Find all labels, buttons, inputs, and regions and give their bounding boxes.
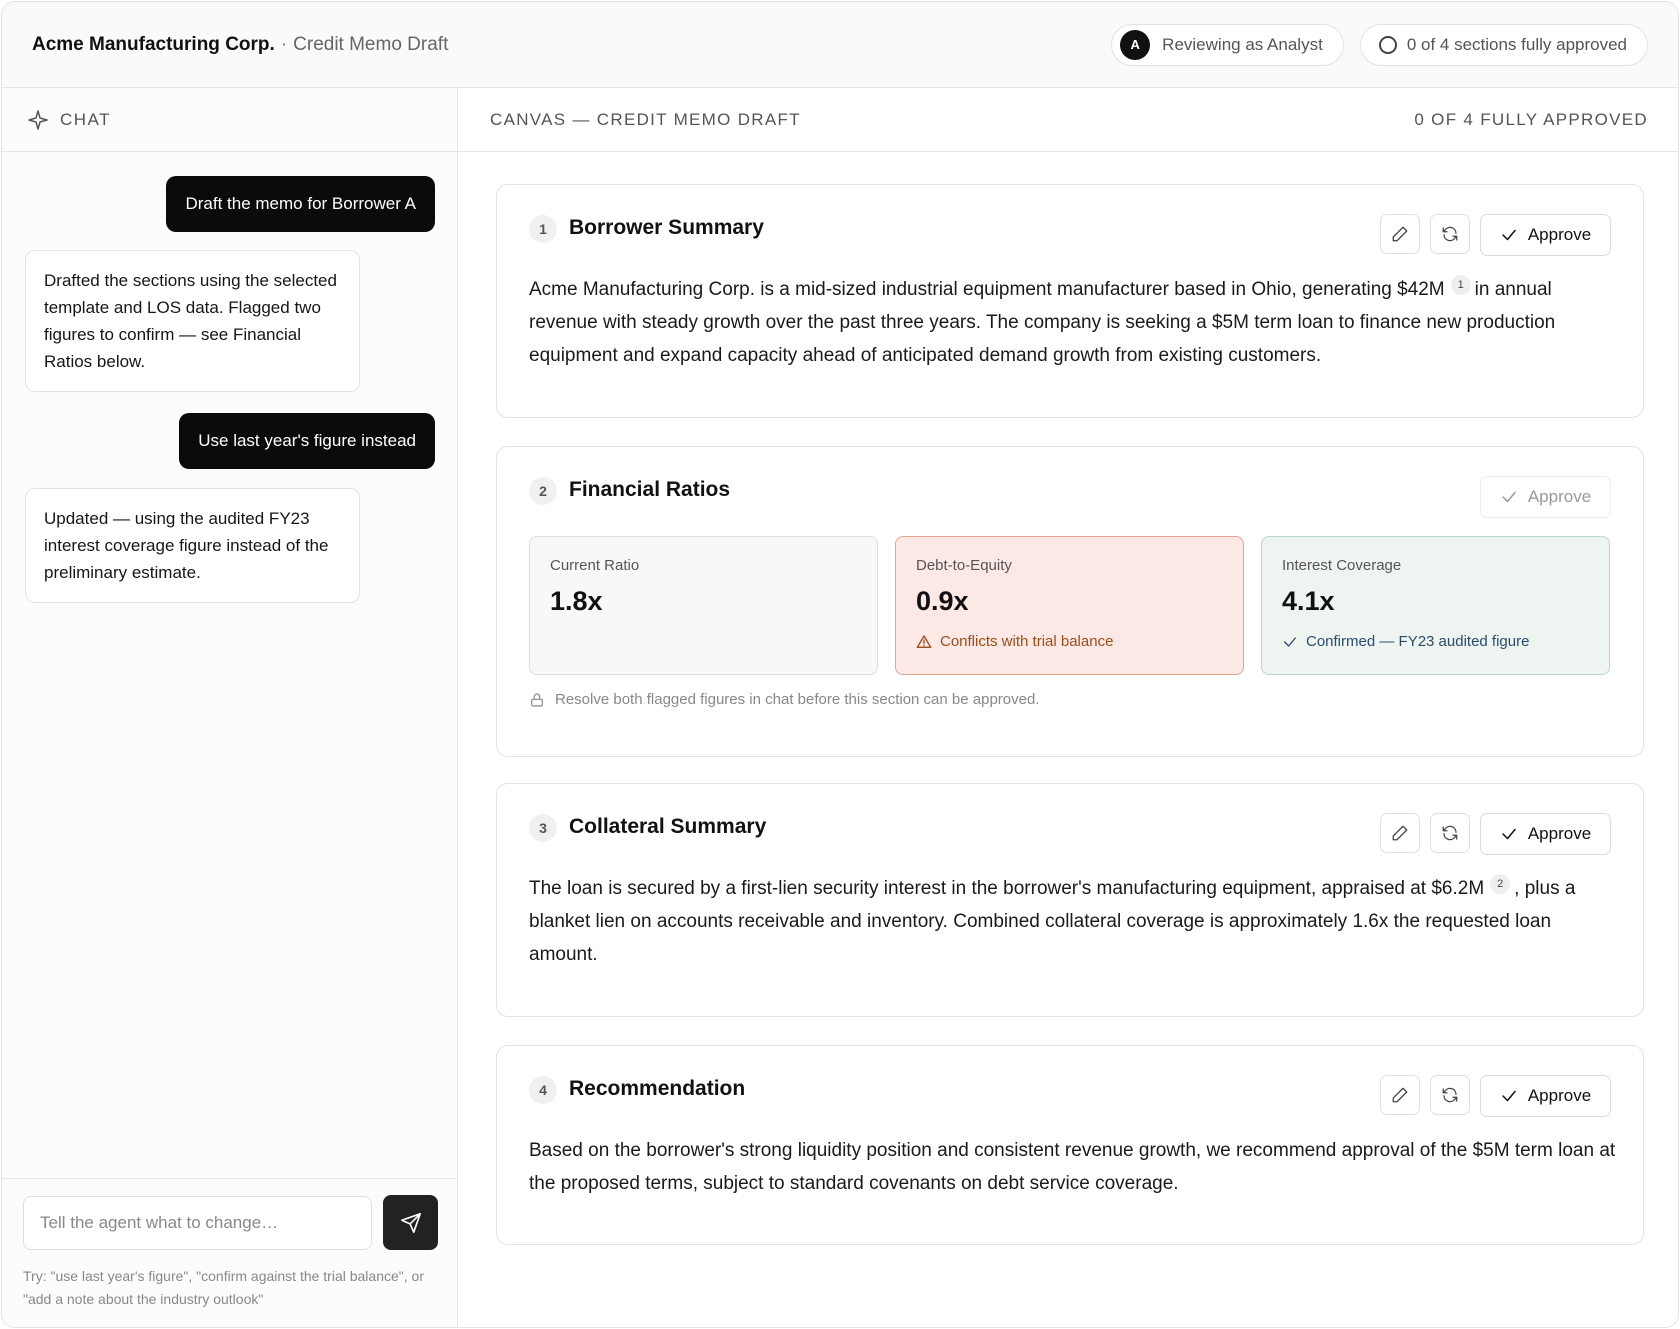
check-icon	[1500, 825, 1518, 843]
document-title: Credit Memo Draft	[293, 33, 449, 55]
canvas-panel	[458, 88, 1679, 1328]
metric-confirmation	[1282, 633, 1589, 650]
metric-value: 1.8x	[550, 586, 603, 616]
section-actions	[1380, 214, 1611, 256]
refresh-icon	[1441, 824, 1459, 842]
section-number: 3	[529, 814, 557, 842]
sparkle-icon	[28, 110, 48, 130]
section-number: 1	[529, 215, 557, 243]
edit-button[interactable]	[1380, 214, 1420, 254]
section-number: 2	[529, 477, 557, 505]
approve-button[interactable]	[1480, 813, 1611, 855]
section-body	[529, 273, 1619, 372]
chat-input[interactable]	[23, 1196, 372, 1250]
approve-button[interactable]	[1480, 214, 1611, 256]
section-title: Recommendation	[569, 1077, 746, 1100]
edit-button[interactable]	[1380, 813, 1420, 853]
agent-message: Updated — using the audited FY23 interest coverage figure instead of the preliminary estimate.	[25, 488, 360, 603]
canvas-header	[458, 88, 1679, 152]
approve-label: Approve	[1527, 1086, 1592, 1105]
regenerate-button[interactable]	[1430, 813, 1470, 853]
check-icon	[1500, 226, 1518, 244]
check-icon	[1282, 634, 1298, 650]
section-text-continued: in annual revenue with steady growth over the past three years. The company is seeking a $5M term loan to finance new production equipment and expand capacity ahead of anticipated demand growth from existing customers.	[529, 279, 1556, 366]
check-icon	[1500, 1087, 1518, 1105]
user-message: Use last year's figure instead	[179, 413, 435, 469]
send-button[interactable]	[383, 1195, 438, 1250]
circle-icon	[1379, 36, 1397, 54]
ratio-metrics	[529, 536, 1610, 675]
edit-button[interactable]	[1380, 1075, 1420, 1115]
metric-card-debt-to-equity	[895, 536, 1244, 675]
metric-label: Current Ratio	[550, 557, 640, 574]
metric-value: 4.1x	[1282, 586, 1335, 616]
top-bar	[2, 2, 1678, 88]
section-text-continued: , plus a blanket lien on accounts receivable and inventory. Combined collateral coverage is approximately 1.6x the requested loan amount.	[529, 878, 1576, 965]
metric-value: 0.9x	[916, 586, 969, 616]
approve-label: Approve	[1527, 225, 1592, 244]
chat-hint: Try: "use last year's figure", "confirm against the trial balance", or "add a note about the industry outlook"	[23, 1268, 424, 1307]
regenerate-button[interactable]	[1430, 214, 1470, 254]
section-actions	[1380, 1075, 1611, 1117]
refresh-icon	[1441, 1086, 1459, 1104]
reviewer-badge	[1111, 24, 1344, 66]
metric-card-interest-coverage	[1261, 536, 1610, 675]
section-number: 4	[529, 1076, 557, 1104]
metric-card-current-ratio	[529, 536, 878, 675]
lock-note-text: Resolve both flagged figures in chat before this section can be approved.	[555, 691, 1040, 708]
section-title: Financial Ratios	[569, 478, 731, 501]
approval-status-label: 0 of 4 sections fully approved	[1406, 34, 1627, 54]
canvas-approval-status: 0 OF 4 FULLY APPROVED	[1414, 109, 1648, 129]
approve-button[interactable]	[1480, 1075, 1611, 1117]
metric-note: Conflicts with trial balance	[940, 633, 1114, 650]
chat-composer	[2, 1178, 457, 1328]
section-title: Collateral Summary	[569, 815, 767, 838]
chat-title: CHAT	[60, 109, 112, 129]
title-separator: ·	[280, 33, 288, 55]
company-name: Acme Manufacturing Corp.	[32, 33, 275, 55]
app-window	[1, 1, 1679, 1328]
section-text: The loan is secured by a first-lien security interest in the borrower's manufacturing equipment, appraised at $6.2M	[529, 878, 1485, 899]
section-body	[529, 872, 1619, 971]
chat-panel	[2, 88, 458, 1328]
approve-button-disabled	[1480, 476, 1611, 518]
section-actions	[1380, 813, 1611, 855]
reviewer-label: Reviewing as Analyst	[1162, 34, 1323, 54]
section-body	[529, 1134, 1619, 1200]
section-card-collateral-summary	[496, 783, 1644, 1017]
avatar: A	[1120, 30, 1150, 60]
chat-header	[2, 88, 457, 152]
page-title	[32, 34, 448, 56]
section-actions	[1480, 476, 1611, 518]
canvas-title: CANVAS — CREDIT MEMO DRAFT	[490, 109, 801, 129]
approval-status-badge	[1360, 24, 1648, 66]
section-card-financial-ratios	[496, 446, 1644, 757]
approval-lock-note	[529, 691, 1039, 708]
warning-icon	[916, 634, 932, 650]
send-icon	[400, 1212, 422, 1234]
approve-label: Approve	[1527, 487, 1592, 506]
section-title: Borrower Summary	[569, 216, 764, 239]
footnote-marker[interactable]: 1	[1451, 275, 1471, 295]
metric-note: Confirmed — FY23 audited figure	[1306, 633, 1530, 650]
agent-message: Drafted the sections using the selected template and LOS data. Flagged two figures to confirm — see Financial Ratios below.	[25, 250, 360, 392]
regenerate-button[interactable]	[1430, 1075, 1470, 1115]
pencil-icon	[1391, 824, 1409, 842]
metric-label: Debt-to-Equity	[916, 557, 1012, 574]
header-status-group	[1111, 24, 1648, 66]
section-card-borrower-summary	[496, 184, 1644, 418]
pencil-icon	[1391, 1086, 1409, 1104]
section-card-recommendation	[496, 1045, 1644, 1245]
metric-label: Interest Coverage	[1282, 557, 1402, 574]
section-text: Acme Manufacturing Corp. is a mid-sized industrial equipment manufacturer based in Ohio, generating $42M	[529, 279, 1445, 300]
pencil-icon	[1391, 225, 1409, 243]
refresh-icon	[1441, 225, 1459, 243]
footnote-marker[interactable]: 2	[1490, 874, 1510, 894]
lock-icon	[529, 692, 545, 708]
section-text: Based on the borrower's strong liquidity position and consistent revenue growth, we recommend approval of the $5M term loan at the proposed terms, subject to standard covenants on debt service coverage.	[529, 1140, 1616, 1194]
approve-label: Approve	[1527, 824, 1592, 843]
user-message: Draft the memo for Borrower A	[166, 176, 435, 232]
check-icon	[1500, 488, 1518, 506]
metric-warning	[916, 633, 1223, 650]
